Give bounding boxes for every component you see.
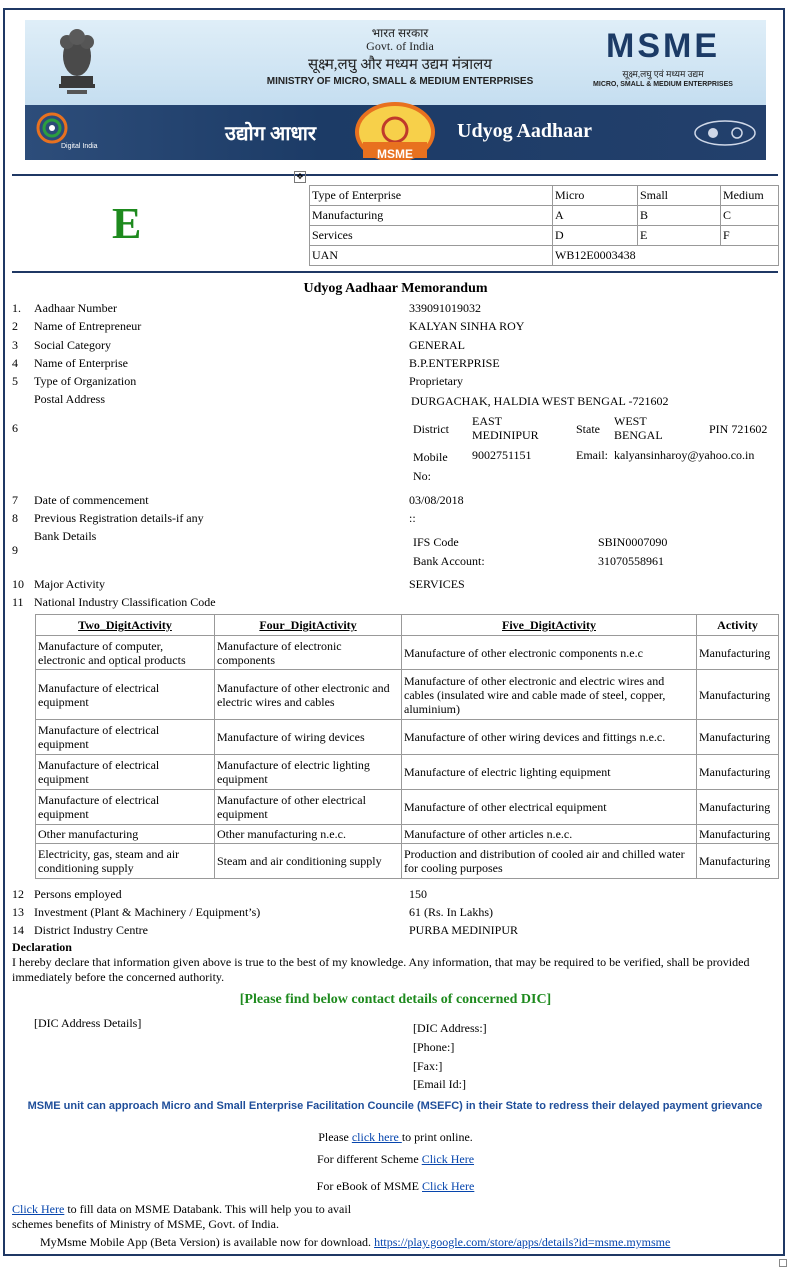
declaration-text: I hereby declare that information given above is true to the best of my knowledge. Any information, that may be required to be verified, shall be provided immediately before the concerned authority. <box>12 955 750 984</box>
banner-bottom <box>25 105 766 160</box>
field-7-value: 03/08/2018 <box>409 493 464 507</box>
table-row <box>310 246 779 266</box>
mobile-value: 9002751151 <box>472 448 532 462</box>
field-3-num: 3 <box>12 338 18 352</box>
field-10-value: SERVICES <box>409 577 465 591</box>
scheme-link[interactable]: Click Here <box>421 1152 475 1166</box>
msme-subtitle: MICRO, SMALL & MEDIUM ENTERPRISES <box>593 81 733 88</box>
banner-top <box>25 20 766 105</box>
district-value: EAST MEDINIPUR <box>472 414 539 442</box>
field-8-value: :: <box>409 511 416 525</box>
digital-india-icon <box>35 111 69 145</box>
nic-cell: Manufacture of other electronic and electric wires and cables (insulated wire and cable made of steel, copper, aluminium) <box>402 670 697 720</box>
dic-address: [DIC Address:] <box>413 1021 487 1035</box>
table-row <box>36 844 779 879</box>
enterprise-cell: Manufacturing <box>310 206 553 226</box>
nic-cell: Manufacturing <box>697 825 779 844</box>
category-letter: E <box>112 199 142 248</box>
field-12-num: 12 <box>12 887 24 901</box>
enterprise-header-micro: Micro <box>553 186 638 206</box>
table-row <box>310 186 779 206</box>
field-14-value: PURBA MEDINIPUR <box>409 923 519 937</box>
resize-handle-icon[interactable] <box>779 1259 787 1267</box>
app-line <box>40 1235 670 1249</box>
table-row <box>36 670 779 720</box>
enterprise-header-small: Small <box>638 186 721 206</box>
enterprise-cell: A <box>553 206 638 226</box>
enterprise-cell: D <box>553 226 638 246</box>
field-8-label: Previous Registration details-if any <box>34 511 204 525</box>
nic-cell: Other manufacturing <box>36 825 215 844</box>
databank-line2: schemes benefits of Ministry of MSME, Govt. of India. <box>12 1217 279 1231</box>
print-line <box>0 1130 791 1144</box>
header-banner <box>25 20 766 160</box>
ebook-link[interactable]: Click Here <box>422 1179 475 1193</box>
ifs-value: SBIN0007090 <box>598 535 668 549</box>
field-12-label: Persons employed <box>34 887 122 901</box>
scheme-pre: For different Scheme <box>316 1152 422 1166</box>
field-10-num: 10 <box>12 577 24 591</box>
app-text: MyMsme Mobile App (Beta Version) is available now for download. <box>40 1235 375 1249</box>
table-row <box>36 755 779 790</box>
table-row <box>36 790 779 825</box>
dic-address-details: [DIC Address Details] <box>34 1016 142 1030</box>
ministry-hindi: सूक्ष्म,लघु और मध्यम उद्यम मंत्रालय <box>308 57 492 73</box>
mobile-label: Mobile No: <box>413 450 448 483</box>
nic-cell: Manufacture of electric lighting equipment <box>215 755 402 790</box>
account-label: Bank Account: <box>413 554 485 568</box>
dic-fax: [Fax:] <box>413 1059 443 1073</box>
field-7-num: 7 <box>12 493 18 507</box>
field-14-num: 14 <box>12 923 24 937</box>
ebook-line <box>0 1179 791 1193</box>
declaration-title: Declaration <box>12 940 72 954</box>
field-11-num: 11 <box>12 595 24 609</box>
udyog-hindi: उद्योग आधार <box>225 123 317 145</box>
table-row <box>310 206 779 226</box>
table-row <box>36 636 779 670</box>
nic-cell: Manufacture of other electronic and electric wires and cables <box>215 670 402 720</box>
udyog-english: Udyog Aadhaar <box>457 120 593 142</box>
databank-text: to fill data on MSME Databank. This will help you to avail <box>64 1202 352 1216</box>
email-value: kalyansinharoy@yahoo.co.in <box>614 448 755 462</box>
field-14-label: District Industry Centre <box>34 923 148 937</box>
table-row <box>310 226 779 246</box>
nic-cell: Manufacture of electrical equipment <box>36 670 215 720</box>
field-13-value: 61 (Rs. In Lakhs) <box>409 905 493 919</box>
nic-cell: Manufacturing <box>697 720 779 755</box>
scheme-line <box>0 1152 791 1166</box>
nic-cell: Other manufacturing n.e.c. <box>215 825 402 844</box>
enterprise-cell: F <box>721 226 779 246</box>
memo-title: Udyog Aadhaar Memorandum <box>303 281 488 296</box>
nic-cell: Manufacture of electrical equipment <box>36 790 215 825</box>
field-2-value: KALYAN SINHA ROY <box>409 319 525 333</box>
field-1-value: 339091019032 <box>409 301 481 315</box>
nic-cell: Manufacture of computer, electronic and optical products <box>36 636 215 670</box>
field-5-label: Type of Organization <box>34 374 137 388</box>
msefc-notice: MSME unit can approach Micro and Small Enterprise Facilitation Councile (MSEFC) in their State to redress their delayed payment grievance <box>27 1100 763 1112</box>
nic-cell: Production and distribution of cooled air and chilled water for cooling purposes <box>402 844 697 879</box>
digital-india-label: Digital India <box>61 143 98 150</box>
field-7-label: Date of commencement <box>34 493 149 507</box>
uan-label: UAN <box>310 246 553 266</box>
app-store-link[interactable]: https://play.google.com/store/apps/details?id=msme.mymsme <box>374 1235 671 1249</box>
dic-phone: [Phone:] <box>413 1040 455 1054</box>
nic-cell: Manufacture of other electrical equipment <box>215 790 402 825</box>
nic-cell: Manufacturing <box>697 636 779 670</box>
make-in-india-icon <box>693 119 757 147</box>
field-10-label: Major Activity <box>34 577 105 591</box>
nic-cell: Manufacturing <box>697 844 779 879</box>
enterprise-type-table <box>309 185 779 266</box>
govt-hindi: भारत सरकार <box>371 26 429 40</box>
nic-cell: Manufacturing <box>697 755 779 790</box>
field-8-num: 8 <box>12 511 18 525</box>
field-3-label: Social Category <box>34 338 111 352</box>
field-1-num: 1. <box>12 301 21 315</box>
pin-value: PIN 721602 <box>709 422 768 436</box>
print-pre: Please <box>318 1130 352 1144</box>
field-13-num: 13 <box>12 905 24 919</box>
nic-cell: Manufacture of other electronic components n.e.c <box>402 636 697 670</box>
district-label: District <box>413 422 449 436</box>
postal-address: DURGACHAK, HALDIA WEST BENGAL -721602 <box>411 394 669 408</box>
ebook-pre: For eBook of MSME <box>316 1179 423 1193</box>
nic-cell: Manufacture of electrical equipment <box>36 755 215 790</box>
email-label: Email: <box>576 448 608 462</box>
uan-value: WB12E0003438 <box>553 246 779 266</box>
field-1-label: Aadhaar Number <box>34 301 117 315</box>
field-4-value: B.P.ENTERPRISE <box>409 356 500 370</box>
ministry-english: MINISTRY OF MICRO, SMALL & MEDIUM ENTERPRISES <box>266 76 534 87</box>
enterprise-header-medium: Medium <box>721 186 779 206</box>
field-12-value: 150 <box>409 887 427 901</box>
msme-hindi: सूक्ष्म,लघु एवं मध्यम उद्यम <box>622 69 704 79</box>
dic-heading: [Please find below contact details of concerned DIC] <box>239 992 552 1007</box>
table-row <box>36 825 779 844</box>
nic-header-four-digit: Four_DigitActivity <box>215 615 402 636</box>
print-online-link[interactable]: click here <box>351 1130 402 1144</box>
table-row <box>36 615 779 636</box>
seal-msme: MSME <box>377 147 413 160</box>
bank-label: Bank Details <box>34 529 97 543</box>
govt-english: Govt. of India <box>366 39 434 53</box>
field-9-num: 9 <box>12 543 18 557</box>
enterprise-cell: C <box>721 206 779 226</box>
nic-cell: Steam and air conditioning supply <box>215 844 402 879</box>
field-13-label: Investment (Plant & Machinery / Equipment’s) <box>34 905 261 919</box>
nic-table <box>35 614 779 879</box>
field-2-num: 2 <box>12 319 18 333</box>
enterprise-header-type: Type of Enterprise <box>310 186 553 206</box>
enterprise-cell: Services <box>310 226 553 246</box>
field-4-num: 4 <box>12 356 18 370</box>
field-11-label: National Industry Classification Code <box>34 595 216 609</box>
table-move-handle-icon[interactable]: ✥ <box>294 171 306 183</box>
nic-cell: Manufacture of electric lighting equipment <box>402 755 697 790</box>
nic-header-activity: Activity <box>697 615 779 636</box>
nic-header-five-digit: Five_DigitActivity <box>402 615 697 636</box>
nic-header-two-digit: Two_DigitActivity <box>36 615 215 636</box>
nic-cell: Manufacture of other wiring devices and fittings n.e.c. <box>402 720 697 755</box>
print-post: to print online. <box>401 1130 473 1144</box>
table-row <box>36 720 779 755</box>
nic-cell: Manufacture of other articles n.e.c. <box>402 825 697 844</box>
nic-cell: Manufacturing <box>697 670 779 720</box>
nic-cell: Manufacture of wiring devices <box>215 720 402 755</box>
field-3-value: GENERAL <box>409 338 465 352</box>
enterprise-cell: E <box>638 226 721 246</box>
nic-cell: Electricity, gas, steam and air conditioning supply <box>36 844 215 879</box>
nic-cell: Manufacture of other electrical equipment <box>402 790 697 825</box>
nic-cell: Manufacture of electronic components <box>215 636 402 670</box>
postal-label: Postal Address <box>34 392 106 406</box>
field-6-num: 6 <box>12 421 18 435</box>
msme-logo: MSME <box>606 27 720 65</box>
databank-line1 <box>12 1202 351 1216</box>
enterprise-cell: B <box>638 206 721 226</box>
field-5-num: 5 <box>12 374 18 388</box>
account-value: 31070558961 <box>598 554 664 568</box>
field-4-label: Name of Enterprise <box>34 356 128 370</box>
divider-mid <box>12 271 778 273</box>
state-label: State <box>576 422 600 436</box>
national-emblem-icon <box>53 26 101 98</box>
divider-top <box>12 174 778 176</box>
field-2-label: Name of Entrepreneur <box>34 319 142 333</box>
nic-cell: Manufacturing <box>697 790 779 825</box>
databank-link[interactable]: Click Here <box>12 1202 65 1216</box>
nic-cell: Manufacture of electrical equipment <box>36 720 215 755</box>
field-5-value: Proprietary <box>409 374 463 388</box>
dic-email: [Email Id:] <box>413 1077 466 1091</box>
ifs-label: IFS Code <box>413 535 459 549</box>
state-value: WEST BENGAL <box>614 414 663 442</box>
